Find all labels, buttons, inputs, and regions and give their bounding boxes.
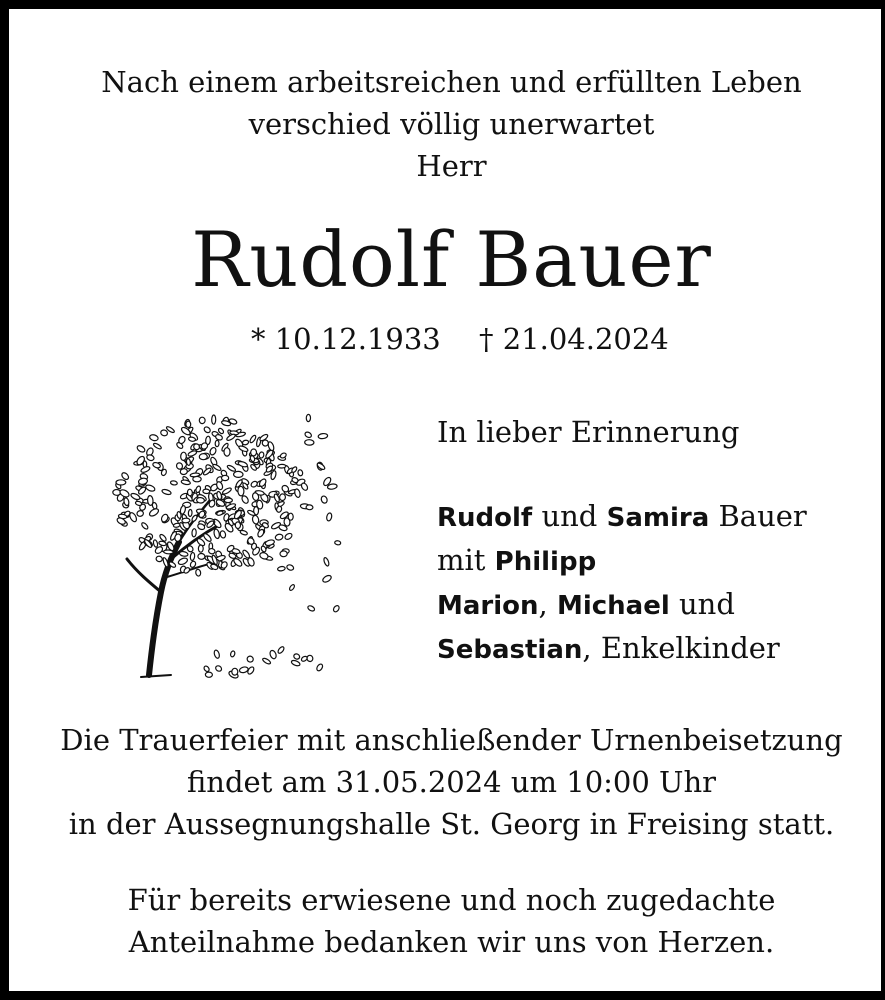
leaf-mark: [190, 473, 200, 478]
leaf-mark: [291, 659, 301, 666]
leaf-mark: [208, 548, 215, 554]
family-name-rudolf: Rudolf: [437, 503, 533, 533]
leaf-mark: [186, 421, 191, 428]
leaf-mark: [215, 665, 223, 673]
family-line-1: [437, 495, 877, 539]
leaf-mark: [187, 450, 197, 457]
leaf-mark: [188, 509, 192, 516]
leaf-mark: [297, 469, 303, 476]
leaf-mark: [278, 464, 286, 468]
ceremony-line-1: Die Trauerfeier mit anschließender Urnenbeisetzung: [60, 723, 843, 757]
leaf-mark: [318, 433, 328, 439]
leaf-mark: [195, 485, 201, 493]
ceremony-line-3: in der Aussegnungshalle St. Georg in Freising statt.: [68, 807, 835, 841]
leaf-mark: [226, 464, 236, 472]
leaf-mark: [251, 449, 257, 456]
leaf-mark: [232, 668, 238, 675]
leaf-mark: [279, 494, 285, 501]
leaf-mark: [180, 452, 186, 461]
leaf-mark: [316, 462, 326, 471]
intro-line-3: Herr: [416, 149, 487, 183]
leaf-mark: [215, 440, 219, 447]
leaf-mark: [146, 454, 155, 462]
leaf-mark: [199, 417, 205, 424]
leaf-mark: [291, 466, 298, 473]
leaf-mark: [238, 486, 244, 496]
leaf-mark: [300, 482, 309, 491]
leaf-mark: [326, 512, 332, 521]
leaf-mark: [116, 480, 126, 485]
leaf-mark: [224, 498, 232, 503]
intro-line-2: verschied völlig unerwartet: [248, 107, 655, 141]
leaf-mark: [250, 480, 258, 488]
thanks-text: [9, 879, 885, 963]
leaf-mark: [203, 426, 211, 434]
ceremony-info: [9, 719, 885, 845]
leaf-mark: [322, 574, 333, 583]
leaf-mark: [199, 454, 207, 460]
leaf-mark: [262, 657, 272, 665]
family-block: [437, 411, 877, 671]
leaf-mark: [137, 510, 144, 517]
leaf-mark: [205, 672, 212, 677]
deceased-name: Rudolf Bauer: [191, 215, 712, 304]
tree-illustration: [101, 387, 351, 683]
leaf-mark: [179, 551, 188, 557]
leaf-mark: [323, 557, 330, 567]
leaf-mark: [202, 467, 212, 476]
leaf-mark: [196, 497, 204, 503]
leaf-mark: [306, 505, 313, 510]
leaf-mark: [153, 539, 158, 547]
leaf-mark: [238, 461, 249, 468]
leaf-mark: [219, 530, 226, 538]
leaf-mark: [161, 489, 171, 496]
leaf-mark: [269, 650, 277, 660]
leaf-mark: [186, 458, 191, 465]
leaf-mark: [141, 522, 149, 530]
leaf-mark: [226, 433, 236, 441]
leaf-mark: [238, 445, 248, 453]
leaf-mark: [190, 552, 195, 561]
leaf-mark: [182, 518, 190, 523]
leaf-mark: [136, 444, 146, 453]
spacer: [437, 453, 877, 495]
leaf-mark: [257, 528, 265, 537]
leaf-mark: [156, 556, 163, 562]
leaf-mark: [242, 440, 249, 446]
leaf-mark: [173, 523, 180, 528]
leaf-mark: [163, 550, 173, 554]
intro-line-1: Nach einem arbeitsreichen und erfüllten Leben: [101, 65, 802, 99]
leaf-mark: [195, 569, 201, 577]
leaf-mark: [275, 533, 284, 540]
leaf-mark: [332, 605, 340, 613]
ceremony-line-2: findet am 31.05.2024 um 10:00 Uhr: [186, 765, 717, 799]
family-line-4: [437, 627, 877, 671]
leaf-mark: [170, 480, 177, 485]
leaf-mark: [277, 646, 285, 655]
leaf-mark: [234, 471, 244, 477]
intro-text: [9, 61, 885, 187]
leaf-mark: [177, 557, 188, 566]
leaf-mark: [301, 655, 308, 662]
leaf-mark: [198, 553, 205, 559]
family-name-marion: Marion: [437, 591, 539, 621]
death-date: † 21.04.2024: [479, 322, 669, 356]
leaf-mark: [212, 415, 216, 424]
leaf-mark: [152, 502, 158, 509]
leaf-mark: [187, 489, 193, 496]
family-text: und: [669, 587, 735, 621]
family-name-samira: Samira: [606, 503, 710, 533]
leaf-mark: [289, 584, 296, 591]
birth-date: * 10.12.1933: [251, 322, 441, 356]
leaf-mark: [198, 545, 203, 552]
family-text: Bauer: [709, 499, 807, 533]
family-text: und: [532, 499, 607, 533]
leaf-mark: [180, 468, 188, 475]
leaf-mark: [213, 649, 220, 658]
leaf-mark: [320, 495, 328, 504]
family-name-philipp: Philipp: [494, 547, 597, 577]
leaf-mark: [145, 484, 156, 492]
family-text: mit: [437, 543, 495, 577]
leaf-mark: [230, 650, 236, 657]
leaf-mark: [149, 434, 159, 442]
leaf-mark: [224, 448, 230, 457]
family-text: ,: [538, 587, 557, 621]
family-name-sebastian: Sebastian: [437, 635, 583, 665]
leaf-mark: [307, 605, 315, 612]
leaf-mark: [192, 529, 197, 537]
thanks-line-2: Anteilnahme bedanken wir uns von Herzen.: [128, 925, 775, 959]
leaf-mark: [160, 429, 168, 436]
memory-line: In lieber Erinnerung: [437, 415, 740, 449]
leaf-mark: [215, 434, 223, 441]
family-name-michael: Michael: [556, 591, 670, 621]
leaf-mark: [294, 488, 301, 498]
leaf-mark: [280, 551, 287, 557]
leaf-mark: [213, 529, 220, 539]
leaf-mark: [209, 447, 217, 456]
leaf-mark: [235, 522, 240, 529]
leaf-mark: [305, 440, 314, 446]
leaf-mark: [259, 551, 269, 560]
leaf-mark: [286, 564, 294, 571]
leaf-mark: [334, 540, 341, 545]
leaf-mark: [153, 442, 162, 450]
leaf-mark: [293, 653, 301, 660]
leaf-mark: [203, 665, 210, 672]
leaf-mark: [259, 452, 265, 459]
family-line-3: [437, 583, 877, 627]
leaf-mark: [284, 532, 293, 540]
leaf-mark: [316, 663, 324, 672]
leaf-mark: [222, 475, 229, 480]
leaf-mark: [249, 434, 257, 443]
family-line-2: [437, 539, 877, 583]
thanks-line-1: Für bereits erwiesene und noch zugedachte: [127, 883, 776, 917]
leaf-mark: [304, 431, 312, 438]
leaf-mark: [203, 489, 210, 494]
leaf-mark: [277, 566, 285, 571]
leaf-mark: [306, 414, 310, 421]
family-text: , Enkelkinder: [582, 631, 780, 665]
leaf-mark: [246, 655, 254, 663]
leaf-mark: [252, 515, 260, 525]
leaf-mark: [140, 465, 150, 473]
